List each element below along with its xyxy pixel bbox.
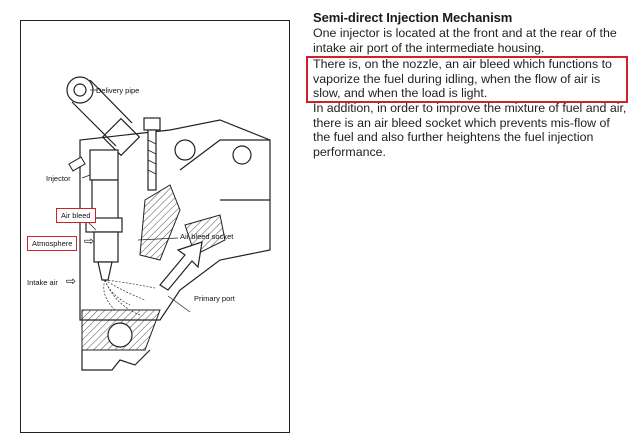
injector-connector [69,157,85,171]
label-air-bleed-socket: Air bleed socket [180,232,234,241]
flow-arrow [160,242,202,290]
paragraph-injector-location: One injector is located at the front and at the rear of the intake air port of the intermediate housing. [313,26,617,55]
housing-lower-outline [82,350,150,370]
label-primary-port: Primary port [194,294,235,303]
section-heading: Semi-direct Injection Mechanism [313,10,513,25]
text-column [313,10,629,159]
paragraph-air-bleed: There is, on the nozzle, an air bleed which functions to vaporize the fuel during idling, when the flow of air is slow, and when the load is light. [313,57,612,101]
paragraph-air-bleed-socket: In addition, in order to improve the mixture of fuel and air, there is an air bleed socket which prevents mis-flow of the fuel and also further heightens the fuel injection performance. [313,100,627,159]
label-intake-air: Intake air [27,278,58,287]
port-wall-hatch [140,185,180,260]
lower-bore [108,323,132,347]
label-atmosphere: Atmosphere [27,236,77,251]
atmosphere-arrow-icon: ⇨ [84,234,95,248]
mounting-bolt [144,118,160,190]
label-injector: Injector [46,174,71,183]
label-air-bleed: Air bleed [56,208,96,223]
injector-diagram [20,20,290,433]
intake-air-arrow-icon: ⇨ [66,274,77,288]
label-delivery-pipe: Delivery pipe [96,86,140,95]
